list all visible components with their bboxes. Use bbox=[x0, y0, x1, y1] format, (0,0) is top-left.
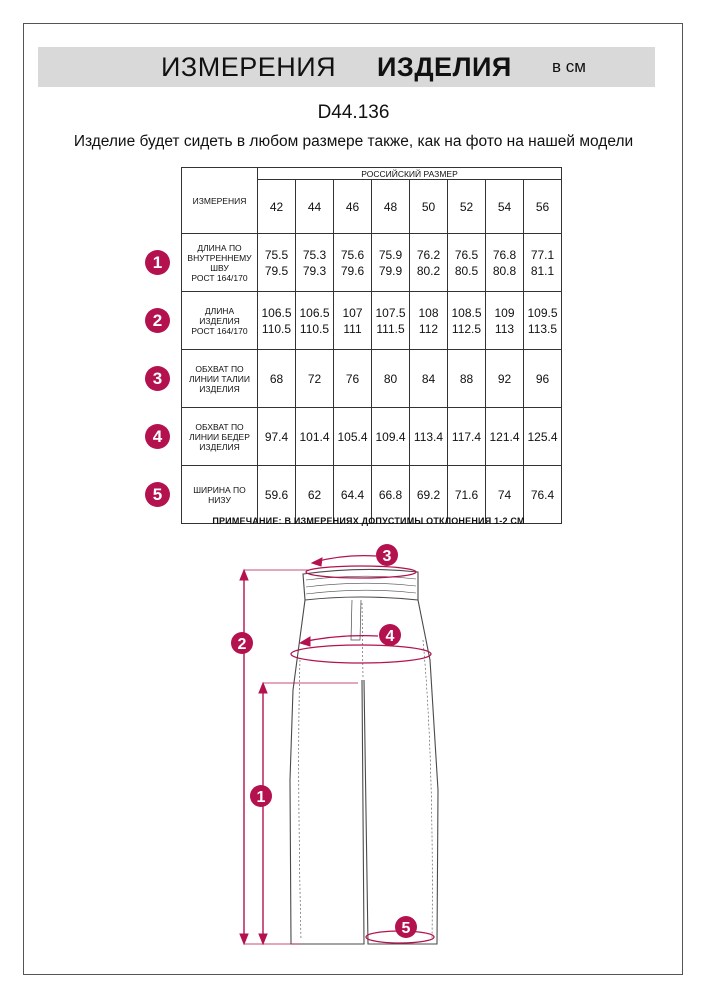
arrow-head bbox=[259, 934, 267, 944]
cell-value: 72 bbox=[307, 371, 322, 386]
diagram-marker-label: 5 bbox=[401, 920, 411, 937]
cell-value: 106.5 bbox=[299, 305, 330, 320]
tolerance-note: ПРИМЕЧАНИЕ: В ИЗМЕРЕНИЯХ ДОПУСТИМЫ ОТКЛОНЕНИЯ 1-2 СМ bbox=[212, 516, 525, 526]
cell-value: 125.4 bbox=[527, 429, 558, 444]
cell-value: 109 bbox=[494, 305, 515, 320]
cell-value: 79.5 bbox=[264, 263, 289, 278]
row-label-line: ДЛИНА ПО bbox=[197, 242, 242, 253]
cell-value: 76.5 bbox=[454, 247, 479, 262]
diagram-marker-label: 2 bbox=[237, 636, 247, 653]
cell-value: 117.4 bbox=[451, 429, 482, 444]
cell-value: 62 bbox=[307, 487, 322, 502]
waist-arrow bbox=[314, 556, 376, 562]
cell-value: 80 bbox=[383, 371, 398, 386]
cell-value: 76 bbox=[345, 371, 360, 386]
cell-value: 59.6 bbox=[264, 487, 289, 502]
hip-arrow bbox=[302, 636, 378, 642]
size-header-54: 54 bbox=[486, 180, 524, 234]
left-leg-outline bbox=[290, 600, 364, 944]
cell-value: 97.4 bbox=[264, 429, 289, 444]
row-label-line: ВНУТРЕННЕМУ bbox=[187, 252, 252, 263]
cell-value: 107.5 bbox=[375, 305, 406, 320]
cell-value: 108 bbox=[418, 305, 439, 320]
row-label-line: ИЗДЕЛИЯ bbox=[199, 315, 240, 326]
row-label-line: ШИРИНА ПО bbox=[193, 484, 246, 495]
header-size-group: РОССИЙСКИЙ РАЗМЕР bbox=[258, 168, 562, 180]
size-header-52: 52 bbox=[448, 180, 486, 234]
cell-value: 109.4 bbox=[375, 429, 406, 444]
cell-value: 79.3 bbox=[302, 263, 327, 278]
diagram-marker-label: 3 bbox=[382, 548, 392, 565]
diagram-marker-label: 4 bbox=[385, 628, 395, 645]
left-inner-seam bbox=[299, 660, 301, 940]
cell-value: 108.5 bbox=[451, 305, 482, 320]
cell-value: 76.8 bbox=[492, 247, 517, 262]
cell-value: 75.6 bbox=[340, 247, 365, 262]
title-part-2: ИЗДЕЛИЯ bbox=[377, 52, 512, 82]
size-header-44: 44 bbox=[296, 180, 334, 234]
row-label-line: ЛИНИИ БЕДЕР bbox=[189, 431, 250, 442]
row-label-line: ЛИНИИ ТАЛИИ bbox=[189, 373, 250, 384]
arrow-head bbox=[312, 558, 322, 566]
row-label-line: РОСТ 164/170 bbox=[191, 325, 248, 336]
title-part-1: ИЗМЕРЕНИЯ bbox=[161, 52, 337, 82]
right-inner-seam bbox=[423, 640, 432, 940]
row-number-badge: 4 bbox=[145, 424, 170, 449]
size-header-42: 42 bbox=[258, 180, 296, 234]
pocket bbox=[351, 600, 361, 640]
cell-value: 111.5 bbox=[376, 321, 405, 336]
size-header-50: 50 bbox=[410, 180, 448, 234]
cell-value: 79.9 bbox=[378, 263, 403, 278]
cell-value: 74 bbox=[497, 487, 512, 502]
row-label-line: ДЛИНА bbox=[204, 305, 235, 316]
cell-value: 81.1 bbox=[530, 263, 555, 278]
size-header-46: 46 bbox=[334, 180, 372, 234]
cell-value: 80.2 bbox=[416, 263, 441, 278]
cell-value: 92 bbox=[497, 371, 512, 386]
front-crease bbox=[362, 603, 363, 678]
cell-value: 113 bbox=[494, 321, 515, 336]
cell-value: 113.4 bbox=[413, 429, 444, 444]
cell-value: 76.4 bbox=[530, 487, 555, 502]
cell-value: 111 bbox=[343, 321, 362, 336]
size-header-48: 48 bbox=[372, 180, 410, 234]
cell-value: 107 bbox=[342, 305, 363, 320]
cell-value: 110.5 bbox=[299, 321, 330, 336]
fit-note: Изделие будет сидеть в любом размере также, как на фото на нашей модели bbox=[73, 133, 634, 150]
arrow-head bbox=[240, 570, 248, 580]
row-label-line: ШВУ bbox=[210, 262, 229, 273]
cell-value: 84 bbox=[421, 371, 436, 386]
header-measurements: ИЗМЕРЕНИЯ bbox=[182, 168, 258, 234]
diagram-marker-label: 1 bbox=[256, 789, 266, 806]
cell-value: 69.2 bbox=[416, 487, 441, 502]
row-number-badge: 2 bbox=[145, 308, 170, 333]
waistband-elastic bbox=[306, 576, 416, 594]
cell-value: 75.5 bbox=[264, 247, 289, 262]
cell-value: 105.4 bbox=[337, 429, 368, 444]
arrow-head bbox=[240, 934, 248, 944]
row-number-badge: 3 bbox=[145, 366, 170, 391]
cell-value: 112.5 bbox=[451, 321, 482, 336]
row-label-line: ОБХВАТ ПО bbox=[195, 421, 244, 432]
cell-value: 77.1 bbox=[530, 247, 555, 262]
cell-value: 75.9 bbox=[378, 247, 403, 262]
arrow-head bbox=[300, 637, 310, 646]
cell-value: 112 bbox=[418, 321, 439, 336]
cell-value: 109.5 bbox=[527, 305, 558, 320]
row-label-line: РОСТ 164/170 bbox=[191, 272, 248, 283]
cell-value: 71.6 bbox=[454, 487, 479, 502]
unit-label: в см bbox=[552, 57, 586, 76]
cell-value: 113.5 bbox=[527, 321, 558, 336]
diagram-badges bbox=[231, 544, 417, 938]
row-number-badge: 1 bbox=[145, 250, 170, 275]
arrow-head bbox=[259, 683, 267, 693]
cell-value: 110.5 bbox=[261, 321, 292, 336]
hip-loop bbox=[291, 645, 431, 663]
row-number-badge: 5 bbox=[145, 482, 170, 507]
row-label-line: ИЗДЕЛИЯ bbox=[199, 383, 240, 394]
cell-value: 88 bbox=[459, 371, 474, 386]
cell-value: 79.6 bbox=[340, 263, 365, 278]
cell-value: 64.4 bbox=[340, 487, 365, 502]
cell-value: 106.5 bbox=[261, 305, 292, 320]
cell-value: 80.5 bbox=[454, 263, 479, 278]
row-label-line: НИЗУ bbox=[208, 494, 231, 505]
cell-value: 121.4 bbox=[489, 429, 520, 444]
cell-value: 101.4 bbox=[299, 429, 330, 444]
measure-lines bbox=[237, 556, 434, 944]
cell-value: 66.8 bbox=[378, 487, 403, 502]
trousers-outline bbox=[290, 569, 438, 944]
cell-value: 75.3 bbox=[302, 247, 327, 262]
cell-value: 96 bbox=[535, 371, 550, 386]
article-code: D44.136 bbox=[317, 102, 390, 123]
right-leg-outline bbox=[364, 600, 438, 944]
row-label-line: ОБХВАТ ПО bbox=[195, 363, 244, 374]
row-label-line: ИЗДЕЛИЯ bbox=[199, 441, 240, 452]
cell-value: 80.8 bbox=[492, 263, 517, 278]
cell-value: 76.2 bbox=[416, 247, 441, 262]
cell-value: 68 bbox=[269, 371, 284, 386]
size-header-56: 56 bbox=[524, 180, 562, 234]
